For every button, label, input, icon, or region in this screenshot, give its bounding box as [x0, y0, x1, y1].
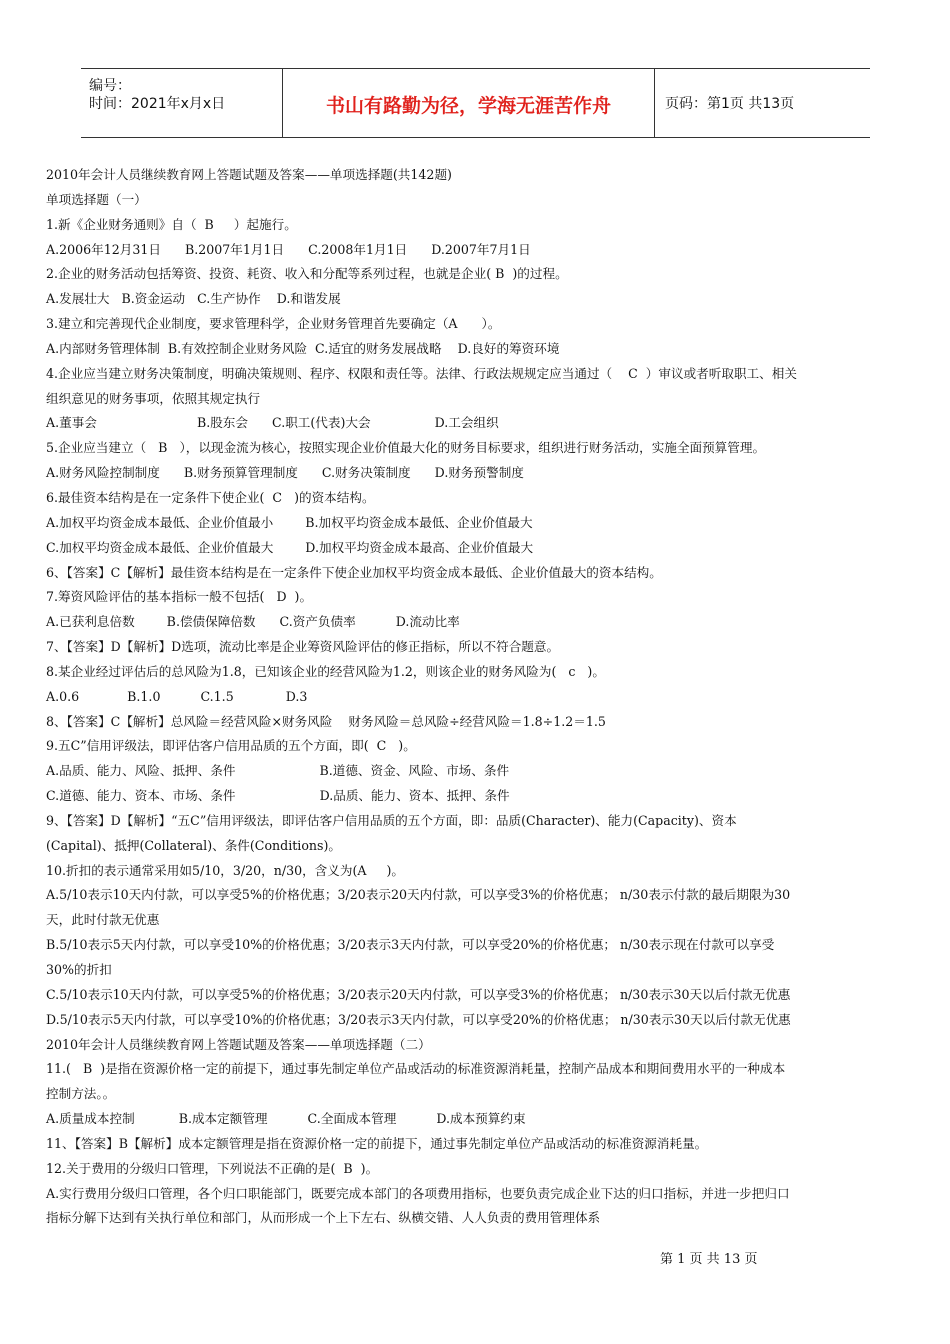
text-line: A.财务风险控制制度 B.财务预算管理制度 C.财务决策制度 D.财务预警制度: [46, 465, 524, 481]
header-page-info: 页码：第1页 共13页: [665, 96, 795, 112]
text-line: 单项选择题（一）: [46, 191, 147, 207]
text-line: 2.企业的财务活动包括筹资、投资、耗资、收入和分配等系列过程，也就是企业( B )的过程。: [46, 266, 568, 282]
text-line: 2010年会计人员继续教育网上答题试题及答案——单项选择题(共142题): [46, 167, 452, 182]
text-line: A.董事会 B.股东会 C.职工(代表)大会 D.工会组织: [46, 415, 499, 431]
text-line: 7、【答案】D【解析】D选项，流动比率是企业筹资风险评估的修正指标，所以不符合题意。: [46, 639, 560, 655]
text-line: A.品质、能力、风险、抵押、条件 B.道德、资金、风险、市场、条件: [46, 763, 510, 779]
text-line: (Capital)、抵押(Collateral)、条件(Conditions)。: [46, 837, 341, 853]
text-line: 11.( B )是指在资源价格一定的前提下，通过事先制定单位产品或活动的标准资源消耗量，控制产品成本和期间费用水平的一种成本: [46, 1061, 786, 1077]
header-middle-cell: [283, 69, 655, 137]
header-right-cell: [655, 69, 870, 137]
document-number-label: 编号：: [89, 78, 131, 94]
text-line: 2010年会计人员继续教育网上答题试题及答案——单项选择题（二）: [46, 1036, 431, 1052]
text-line: 9.五C”信用评级法，即评估客户信用品质的五个方面，即( C )。: [46, 738, 416, 754]
text-line: B.5/10表示5天内付款，可以享受10%的价格优惠；3/20表示3天内付款，可以享受20%的价格优惠； n/30表示现在付款可以享受: [46, 937, 775, 953]
text-line: A.0.6 B.1.0 C.1.5 D.3: [46, 688, 308, 704]
text-line: 6、【答案】C【解析】最佳资本结构是在一定条件下使企业加权平均资金成本最低、企业价值最大的资本结构。: [46, 564, 662, 580]
text-line: A.已获利息倍数 B.偿债保障倍数 C.资产负债率 D.流动比率: [46, 614, 460, 630]
text-line: 5.企业应当建立（ B ），以现金流为核心，按照实现企业价值最大化的财务目标要求，组织进行财务活动，实施全面预算管理。: [46, 440, 766, 456]
text-line: 1.新《企业财务通则》自（ B ）起施行。: [46, 216, 297, 232]
text-line: A.5/10表示10天内付款，可以享受5%的价格优惠；3/20表示20天内付款，可以享受3%的价格优惠； n/30表示付款的最后期限为30: [46, 887, 791, 903]
text-line: 30%的折扣: [46, 962, 112, 977]
text-line: 8.某企业经过评估后的总风险为1.8，已知该企业的经营风险为1.2，则该企业的财务风险为( c )。: [46, 663, 605, 679]
text-line: A.加权平均资金成本最低、企业价值最小 B.加权平均资金成本最低、企业价值最大: [46, 514, 533, 530]
text-line: 12.关于费用的分级归口管理，下列说法不正确的是( B )。: [46, 1160, 379, 1176]
text-line: 天，此时付款无优惠: [46, 912, 160, 928]
text-line: C.道德、能力、资本、市场、条件 D.品质、能力、资本、抵押、条件: [46, 788, 510, 804]
text-line: 8、【答案】C【解析】总风险＝经营风险×财务风险 财务风险＝总风险÷经营风险＝1.8÷1.2＝1.5: [46, 713, 606, 729]
text-line: 10.折扣的表示通常采用如5/10，3/20，n/30，含义为(A )。: [46, 862, 404, 878]
text-line: 11、【答案】B【解析】成本定额管理是指在资源价格一定的前提下，通过事先制定单位产品或活动的标准资源消耗量。: [46, 1135, 708, 1151]
text-line: A.内部财务管理体制 B.有效控制企业财务风险 C.适宜的财务发展战略 D.良好的筹资环境: [46, 340, 560, 356]
text-line: A.2006年12月31日 B.2007年1月1日 C.2008年1月1日 D.2007年7月1日: [46, 241, 531, 257]
text-line: 7.筹资风险评估的基本指标一般不包括( D )。: [46, 589, 313, 605]
document-date: 时间：2021年x月x日: [89, 96, 226, 112]
text-line: 组织意见的财务事项，依照其规定执行: [46, 390, 261, 406]
header-motto: 书山有路勤为径，学海无涯苦作舟: [325, 95, 611, 117]
text-line: 9、【答案】D【解析】“五C”信用评级法，即评估客户信用品质的五个方面，即：品质(Character)、能力(Capacity)、资本: [46, 812, 737, 828]
text-line: A.质量成本控制 B.成本定额管理 C.全面成本管理 D.成本预算约束: [46, 1111, 526, 1127]
text-line: 指标分解下达到有关执行单位和部门，从而形成一个上下左右、纵横交错、人人负责的费用管理体系: [46, 1210, 601, 1226]
text-line: 3.建立和完善现代企业制度，要求管理科学，企业财务管理首先要确定（A ）。: [46, 316, 501, 332]
text-line: A.实行费用分级归口管理，各个归口职能部门，既要完成本部门的各项费用指标，也要负责完成企业下达的归口指标，并进一步把归口: [46, 1185, 790, 1201]
document-body: [46, 163, 904, 1231]
text-line: 6.最佳资本结构是在一定条件下使企业( C )的资本结构。: [46, 489, 375, 505]
text-line: A.发展壮大 B.资金运动 C.生产协作 D.和谐发展: [46, 291, 341, 307]
text-line: 4.企业应当建立财务决策制度，明确决策规则、程序、权限和责任等。法律、行政法规规定应当通过（ C ）审议或者听取职工、相关: [46, 365, 797, 381]
text-line: 控制方法。。: [46, 1086, 116, 1102]
text-line: C.5/10表示10天内付款，可以享受5%的价格优惠；3/20表示20天内付款，可以享受3%的价格优惠； n/30表示30天以后付款无优惠: [46, 986, 791, 1002]
header-left-cell: [81, 69, 283, 137]
page-header: [81, 68, 870, 138]
text-line: C.加权平均资金成本最低、企业价值最大 D.加权平均资金成本最高、企业价值最大: [46, 539, 534, 555]
text-line: D.5/10表示5天内付款，可以享受10%的价格优惠；3/20表示3天内付款，可以享受20%的价格优惠； n/30表示30天以后付款无优惠: [46, 1011, 791, 1027]
page-footer: 第 1 页 共 13 页: [660, 1252, 758, 1267]
